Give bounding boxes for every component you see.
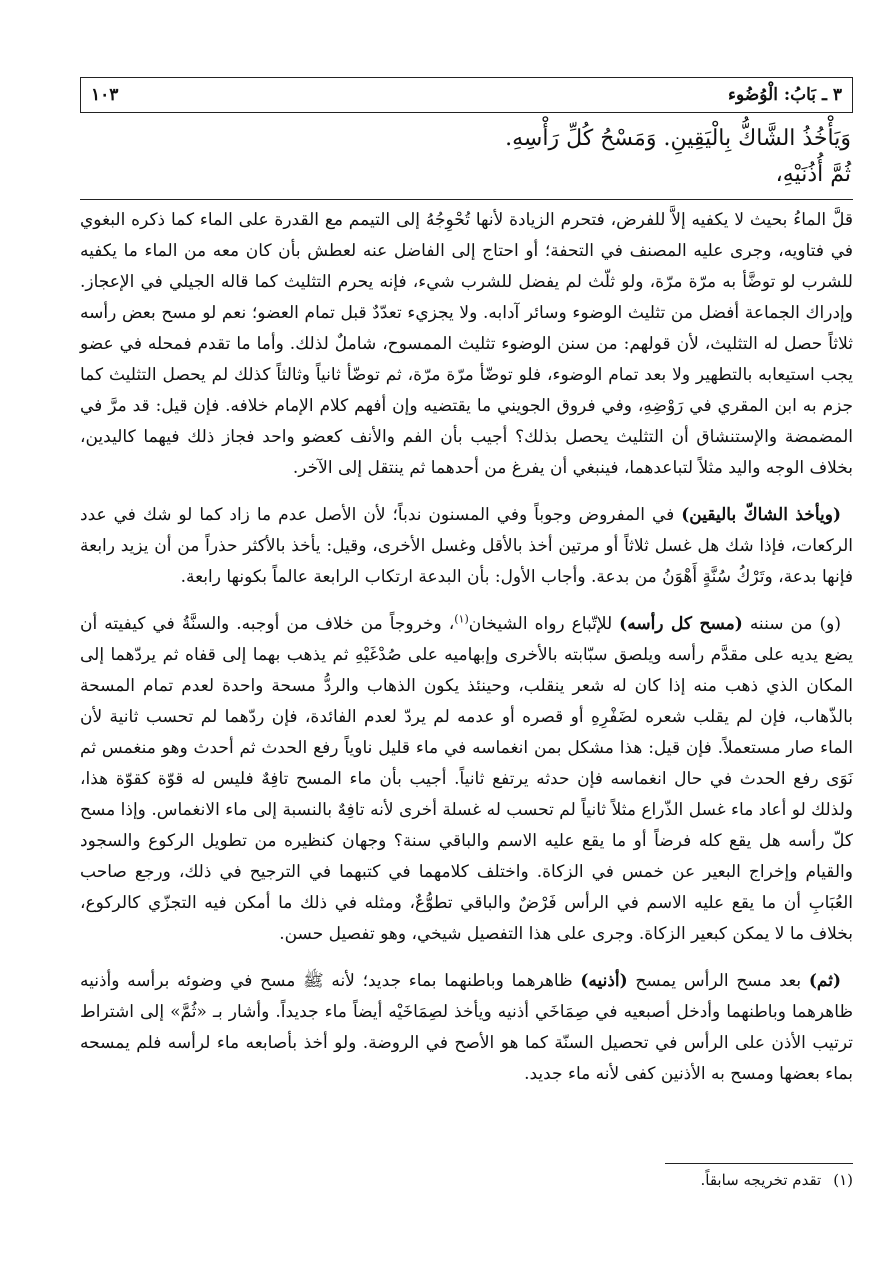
matn-divider	[80, 199, 853, 200]
footnote-divider	[665, 1163, 853, 1164]
footnote	[700, 1171, 853, 1189]
commentary-paragraph	[80, 966, 853, 1090]
footnote-text: تقدم تخريجه سابقاً.	[700, 1171, 822, 1189]
commentary	[80, 205, 853, 1090]
book-page	[80, 77, 853, 1090]
matn-line: ثُمَّ أُذُنَيْهِ،	[775, 162, 851, 187]
paragraph-text: قلَّ الماءُ بحيث لا يكفيه إلاَّ للفرض، فتحرم الزيادة لأنها تُحْوِجُهُ إلى التيمم مع القدرة على الماء كما ذكره البغوي في فتاويه، وجرى عليه المصنف في التحفة؛ أو احتاج إلى الفاضل عنه لعطش بأن كان معه من الماء ما يكفيه للشرب لو توضَّأ به مرّة مرّة، ولو ثلّث لم يفضل للشرب شيء، فإنه يحرم التثليث كما قاله الجيلي في الإعجاز. وإدراك الجماعة أفضل من تثليث الوضوء وسائر آدابه. ولا يجزيء تعدّدٌ قبل تمام العضو؛ نعم لو مسح بعض رأسه ثلاثاً حصل له التثليث، لأن قولهم: من سنن الوضوء تثليث الممسوح، شاملٌ لذلك. وأما ما تقدم فمحله في عضو يجب استيعابه بالتطهير ولا بعد تمام الوضوء، فلو توضّأ مرّة مرّة، ثم توضّأ ثانياً وثالثاً كذلك لم يحصل التثليث كما جزم به ابن المقري في رَوْضِهِ، وفي فروق الجويني ما يقتضيه وإن أفهم كلام الإمام خلافه. فإن قيل: قد مرَّ في المضمضة والإستنشاق أن التثليث يحصل بذلك؟ أجيب بأن الفم والأنف كعضو واحد فجاز ذلك فيهما كاليدين، بخلاف الوجه واليد مثلاً لتباعدهما، فينبغي أن يفرغ من أحدهما ثم ينتقل إلى الآخر.	[80, 210, 853, 478]
chapter-title: ٣ ـ بَابُ: الْوُضُوء	[728, 85, 842, 105]
paragraph-text: (و) من سننه	[742, 614, 841, 634]
matn-line: وَيَأْخُذُ الشَّاكُّ بِالْيَقِينِ. وَمَسْحُ كُلِّ رَأْسِهِ.	[505, 126, 851, 151]
commentary-paragraph	[80, 205, 853, 484]
paragraph-text: ، وخروجاً من خلاف من أوجبه. والسنَّةُ في كيفيته أن يضع يديه على مقدَّم رأسه ويلصق سبّابته بالأخرى وإبهاميه على صُدْغَيْهِ ثم يذهب بهما إلى قفاه ثم يردّهما إلى المكان الذي ذهب منه إذا كان له شعر ينقلب، وحينئذ يكون الذهاب والردُّ مسحة واحدة لعدم تمام المسحة بالذّهاب، فإن لم يقلب شعره لضَفْرِهِ أو قصره أو عدمه لم يردّ لعدم الفائدة، فإن ردّهما لم تحسب ثانية لأن الماء صار مستعملاً. فإن قيل: هذا مشكل بمن انغماسه في ماء قليل ناوياً رفع الحدث ثم أحدث وهو منغمس ثم نَوَى رفع الحدث في حال انغماسه فإن حدثه يرتفع ثانياً. أجيب بأن ماء المسح تافِهٌ فليس له قوّة كقوّة هذا، ولذلك لو أعاد ماء غسل الذّراع مثلاً ثانياً لم تحسب له غسلة أخرى لأنه تافِهٌ بالنسبة إلى ماء الانغماس. وإذا مسح كلّ رأسه هل يقع كله فرضاً أو ما يقع عليه الاسم والباقي سنة؟ وجهان كنظيره من تطويل الركوع والسجود والقيام وإخراج البعير عن خمس في الزكاة. واختلف كلامهما في كتبهما في الترجيح في ذلك، ورجع صاحب العُبَابِ أن ما يقع عليه الاسم في الرأس فَرْضٌ والباقي تطوُّعٌ، ومثله في ذلك ما أمكن فيه التجزّي كالركوع، بخلاف ما لا يمكن كبعير الزكاة. وجرى على هذا التفصيل شيخي، وهو تفصيل حسن.	[80, 614, 853, 944]
paragraph-text: في المفروض وجوباً وفي المسنون ندباً؛ لأن الأصل عدم ما زاد كما لو شك في عدد الركعات، فإذا شك هل غسل ثلاثاً أو مرتين أخذ بالأقل وغسل الأخرى، وقيل: يأخذ بالأكثر حذراً من أن يزيد رابعة فإنها بدعة، وتَرْكُ سُنَّةٍ أَهْوَنُ من بدعة. وأجاب الأول: بأن البدعة ارتكاب الرابعة عالماً بكونها رابعة.	[80, 505, 853, 587]
paragraph-text: للإتّباع رواه الشيخان	[468, 614, 620, 634]
commentary-paragraph	[80, 609, 853, 950]
footnote-number: (١)	[833, 1171, 853, 1189]
matn-quote: (مسح كل رأسه)	[619, 614, 743, 634]
matn-quote: (ثم)	[808, 971, 841, 991]
matn-text	[80, 121, 853, 193]
commentary-paragraph	[80, 500, 853, 593]
paragraph-text: ظاهرهما وباطنهما بماء جديد؛ لأنه ﷺ مسح في وضوئه برأسه وأذنيه ظاهرهما وباطنهما وأدخل أصبعيه في صِمَاخَي أذنيه ويأخذ لصِمَاخَيْه أيضاً ماء جديداً. وأشار بـ «ثُمَّ» إلى اشتراط ترتيب الأذن على الرأس في تحصيل السنّة كما هو الأصح في الروضة. ولو أخذ بأصابعه ماء لرأسه فلم يمسحه بماء بعضها ومسح به الأذنين كفى لأنه ماء جديد.	[80, 971, 853, 1084]
matn-quote: (ويأخذ الشاكّ باليقين)	[681, 505, 841, 525]
footnote-reference[interactable]: (١)	[454, 612, 469, 626]
running-header	[80, 77, 853, 113]
page-number: ١٠٣	[91, 85, 119, 105]
paragraph-text: بعد مسح الرأس يمسح	[627, 971, 809, 991]
matn-quote: (أذنيه)	[580, 971, 628, 991]
